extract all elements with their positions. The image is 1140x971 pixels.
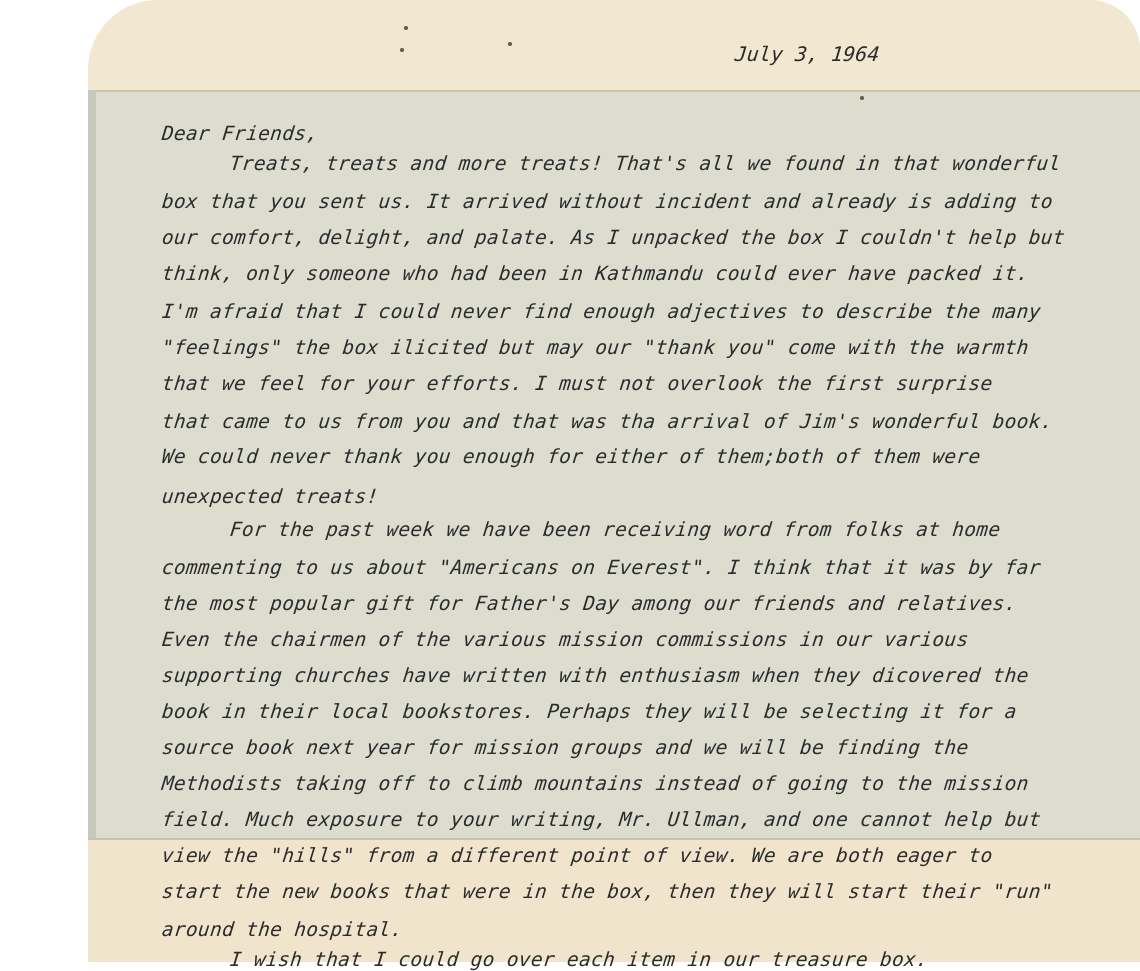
letter-line: supporting churches have written with enthusiasm when they dicovered the	[160, 664, 1031, 687]
letter-line: view the "hills" from a different point of view. We are both eager to	[160, 844, 994, 867]
paper-speck	[404, 26, 408, 30]
letter-line: Methodists taking off to climb mountains instead of going to the mission	[160, 772, 1031, 795]
paper-speck	[400, 48, 404, 52]
fold-line-top	[88, 90, 1140, 92]
letter-line: around the hospital.	[160, 918, 405, 941]
fold-line-bottom	[88, 838, 1140, 840]
paper-speck	[508, 42, 512, 46]
letter-line: For the past week we have been receiving word from folks at home	[228, 518, 1002, 541]
letter-line: field. Much exposure to your writing, Mr. Ullman, and one cannot help but	[160, 808, 1043, 831]
letter-line: I'm afraid that I could never find enough adjectives to describe the many	[160, 300, 1043, 323]
paper-left-shadow	[88, 90, 96, 838]
letter-line-partial: I wish that I could go over each item in our treasure box.	[228, 948, 930, 971]
letter-line: We could never thank you enough for either of them;both of them were	[160, 445, 982, 468]
letter-line: source book next year for mission groups and we will be finding the	[160, 736, 970, 759]
letter-line: our comfort, delight, and palate. As I unpacked the box I couldn't help but	[160, 226, 1067, 249]
paper-top-band	[88, 0, 1140, 90]
letter-line: Treats, treats and more treats! That's all we found in that wonderful	[228, 152, 1062, 175]
letter-line: Even the chairmen of the various mission commissions in our various	[160, 628, 970, 651]
letter-line: unexpected treats!	[160, 485, 380, 508]
letter-line: that came to us from you and that was tha arrival of Jim's wonderful book.	[160, 410, 1055, 433]
letter-line: the most popular gift for Father's Day among our friends and relatives.	[160, 592, 1019, 615]
letter-line: book in their local bookstores. Perhaps they will be selecting it for a	[160, 700, 1019, 723]
letter-line: "feelings" the box ilicited but may our "thank you" come with the warmth	[160, 336, 1031, 359]
letter-line: commenting to us about "Americans on Everest". I think that it was by far	[160, 556, 1043, 579]
letter-line: that we feel for your efforts. I must not overlook the first surprise	[160, 372, 994, 395]
paper-speck	[860, 96, 864, 100]
letter-line: start the new books that were in the box, then they will start their "run"	[160, 880, 1055, 903]
letter-line: think, only someone who had been in Kathmandu could ever have packed it.	[160, 262, 1031, 285]
letter-salutation: Dear Friends,	[160, 122, 320, 145]
letter-date: July 3, 1964	[733, 42, 881, 66]
letter-line: box that you sent us. It arrived without incident and already is adding to	[160, 190, 1055, 213]
